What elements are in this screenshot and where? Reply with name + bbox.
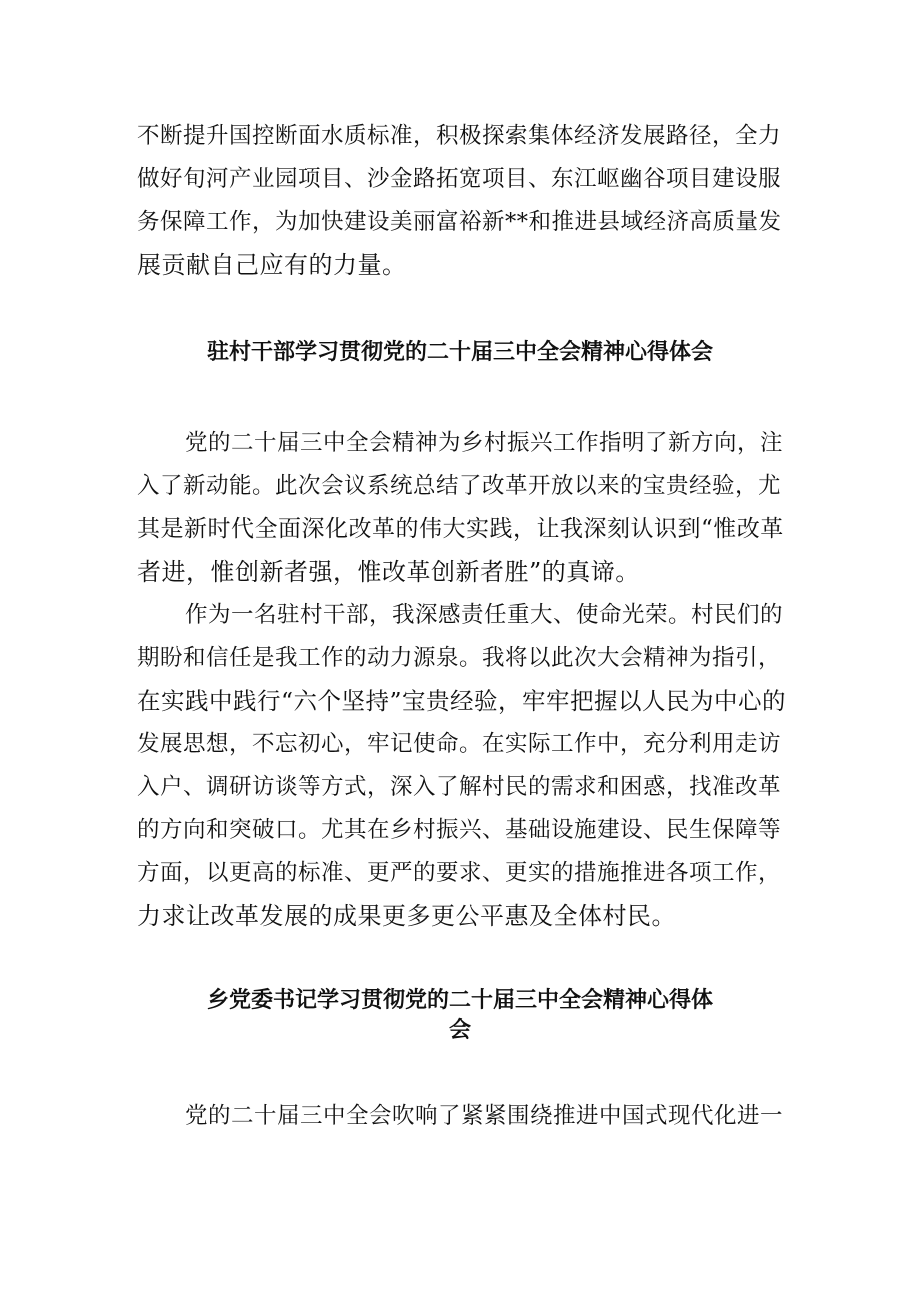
paragraph-line: 其是新时代全面深化改革的伟大实践，让我深刻认识到“惟改革 [137, 516, 784, 542]
paragraph-line: 作为一名驻村干部，我深感责任重大、使命光荣。村民们的 [185, 602, 784, 628]
paragraph-line: 做好旬河产业园项目、沙金路拓宽项目、东江岖幽谷项目建设服 [137, 166, 782, 192]
paragraph-line: 者进，惟创新者强，惟改革创新者胜”的真谛。 [137, 558, 640, 586]
paragraph-line: 力求让改革发展的成果更多更公平惠及全体村民。 [137, 902, 676, 930]
section-heading: 驻村干部学习贯彻党的二十届三中全会精神心得体会 [206, 340, 713, 365]
paragraph-line: 在实践中践行“六个坚持”宝贵经验，牢牢把握以人民为中心的 [137, 687, 787, 715]
section-heading: 乡党委书记学习贯彻党的二十届三中全会精神心得体 [206, 988, 713, 1013]
paragraph-line: 党的二十届三中全会吹响了紧紧围绕推进中国式现代化进一 [185, 1103, 784, 1129]
paragraph-line: 入户、调研访谈等方式，深入了解村民的需求和困惑，找准改革 [137, 774, 782, 800]
paragraph-line: 党的二十届三中全会精神为乡村振兴工作指明了新方向，注 [185, 430, 784, 456]
paragraph-line: 方面，以更高的标准、更严的要求、更实的措施推进各项工作， [137, 860, 782, 886]
paragraph-line: 务保障工作，为加快建设美丽富裕新**和推进县域经济高质量发 [137, 209, 782, 235]
paragraph-line: 发展思想，不忘初心，牢记使命。在实际工作中，充分利用走访 [137, 731, 782, 757]
paragraph-line: 入了新动能。此次会议系统总结了改革开放以来的宝贵经验，尤 [137, 473, 782, 499]
section-heading-continued: 会 [448, 1018, 471, 1043]
paragraph-line: 的方向和突破口。尤其在乡村振兴、基础设施建设、民生保障等 [137, 817, 782, 843]
paragraph-line: 期盼和信任是我工作的动力源泉。我将以此次大会精神为指引， [137, 645, 782, 671]
paragraph-line: 不断提升国控断面水质标准，积极探索集体经济发展路径，全力 [137, 123, 782, 149]
paragraph-line: 展贡献自己应有的力量。 [137, 251, 407, 279]
